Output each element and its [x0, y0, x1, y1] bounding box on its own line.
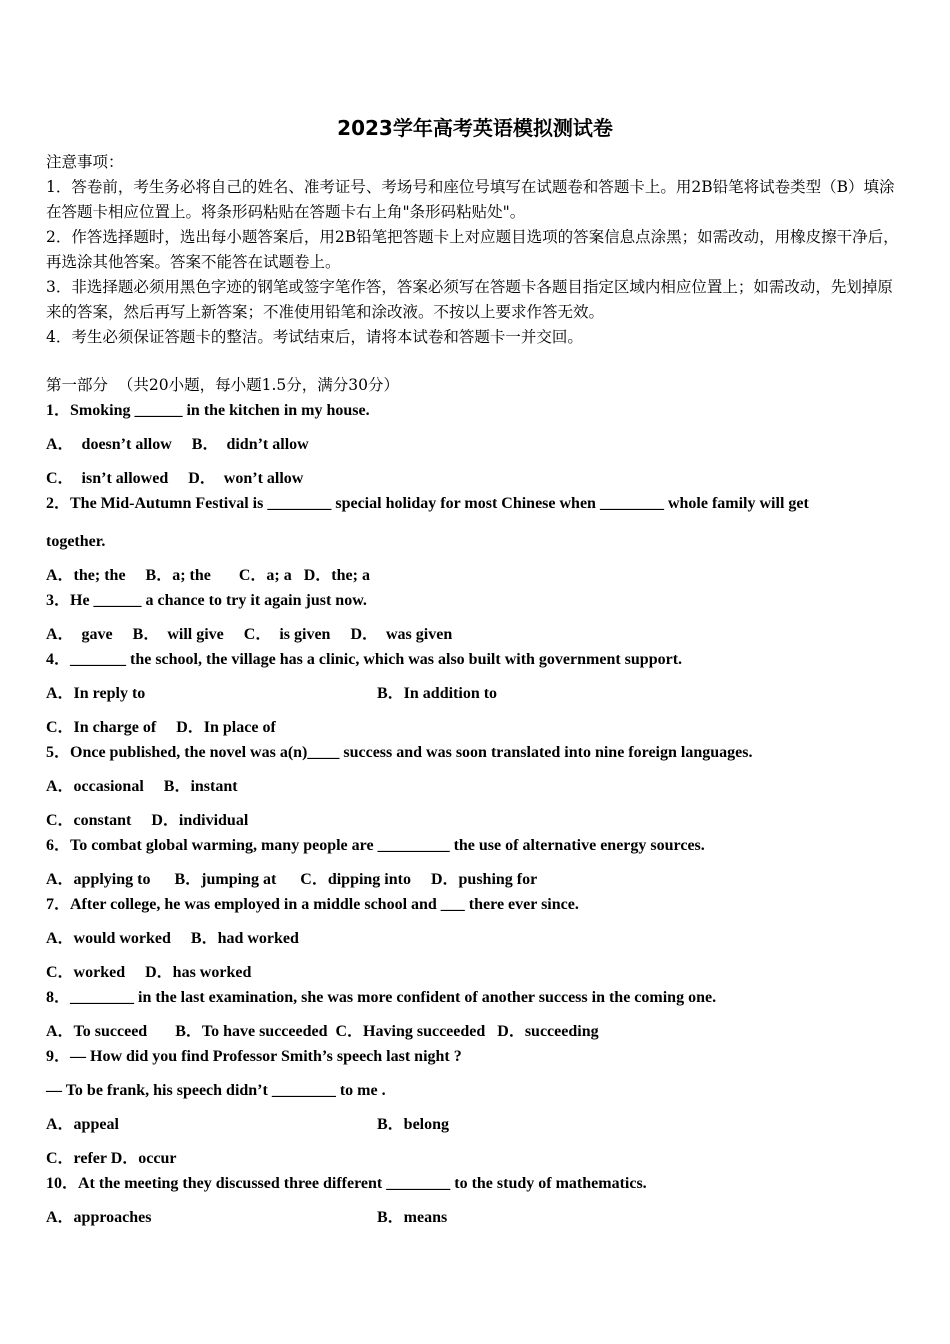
question-reply: — To be frank, his speech didn’t ________ to me . — [46, 1082, 386, 1099]
question-stem: 1．Smoking ______ in the kitchen in my house. — [46, 402, 370, 419]
question-stem-continued: together. — [46, 533, 106, 550]
notice-heading: 注意事项： — [46, 153, 124, 171]
notice-item-2: 2．作答选择题时，选出每小题答案后，用2B铅笔把答题卡上对应题目选项的答案信息点涂黑；如需改动，用橡皮擦干净后，再选涂其他答案。答案不能答在试题卷上。 — [46, 228, 899, 271]
question-options: A．the; the B．a; the C．a; a D．the; a — [46, 567, 370, 584]
question-stem: 8．________ in the last examination, she was more confident of another success in the coming one. — [46, 989, 717, 1006]
question-options: A．would worked B．had worked — [46, 930, 299, 947]
notice-item-4: 4．考生必须保证答题卡的整洁。考试结束后，请将本试卷和答题卡一并交回。 — [46, 328, 583, 346]
question-stem: 7．After college, he was employed in a middle school and ___ there ever since. — [46, 896, 579, 913]
question-options: A．applying to B．jumping at C．dipping into D．pushing for — [46, 871, 538, 888]
question-option-b: B．In addition to — [377, 685, 498, 702]
question-options: C．constant D．individual — [46, 812, 249, 829]
question-stem: 6．To combat global warming, many people are _________ the use of alternative energy sources. — [46, 837, 705, 854]
question-options: C．In charge of D．In place of — [46, 719, 276, 736]
question-stem: 5．Once published, the novel was a(n)____ success and was soon translated into nine foreign languages. — [46, 744, 753, 761]
question-stem: 4．_______ the school, the village has a clinic, which was also built with government support. — [46, 651, 683, 668]
question-option-b: B．belong — [377, 1116, 450, 1133]
section-heading: 第一部分 （共20小题，每小题1.5分，满分30分） — [46, 376, 399, 394]
question-options: A．occasional B．instant — [46, 778, 238, 795]
question-stem: 3．He ______ a chance to try it again just now. — [46, 592, 367, 609]
question-option-a: A．appeal — [46, 1116, 119, 1133]
question-stem: 10．At the meeting they discussed three different ________ to the study of mathematics. — [46, 1175, 647, 1192]
page-title: 2023学年高考英语模拟测试卷 — [337, 116, 613, 140]
notice-item-3: 3．非选择题必须用黑色字迹的钢笔或签字笔作答，答案必须写在答题卡各题目指定区域内相应位置上；如需改动，先划掉原来的答案，然后再写上新答案；不准使用铅笔和涂改液。不按以上要求作答无效。 — [46, 278, 893, 321]
question-options: C． isn’t allowed D． won’t allow — [46, 470, 304, 487]
question-options: A．To succeed B．To have succeeded C．Having succeeded D．succeeding — [46, 1023, 599, 1040]
question-options: A． gave B． will give C． is given D． was given — [46, 626, 453, 643]
notice-item-1: 1．答卷前，考生务必将自己的姓名、准考证号、考场号和座位号填写在试题卷和答题卡上。用2B铅笔将试卷类型（B）填涂在答题卡相应位置上。将条形码粘贴在答题卡右上角"条形码粘贴处"。 — [46, 178, 895, 221]
question-option-b: B．means — [377, 1209, 448, 1226]
question-options: A． doesn’t allow B． didn’t allow — [46, 436, 309, 453]
question-option-a: A．approaches — [46, 1209, 152, 1226]
question-options: C．worked D．has worked — [46, 964, 252, 981]
question-options: C．refer D．occur — [46, 1150, 177, 1167]
question-stem: 9．— How did you find Professor Smith’s speech last night ? — [46, 1048, 462, 1065]
question-option-a: A．In reply to — [46, 685, 146, 702]
question-stem: 2．The Mid-Autumn Festival is ________ special holiday for most Chinese when ________ whole family will get — [46, 495, 809, 512]
